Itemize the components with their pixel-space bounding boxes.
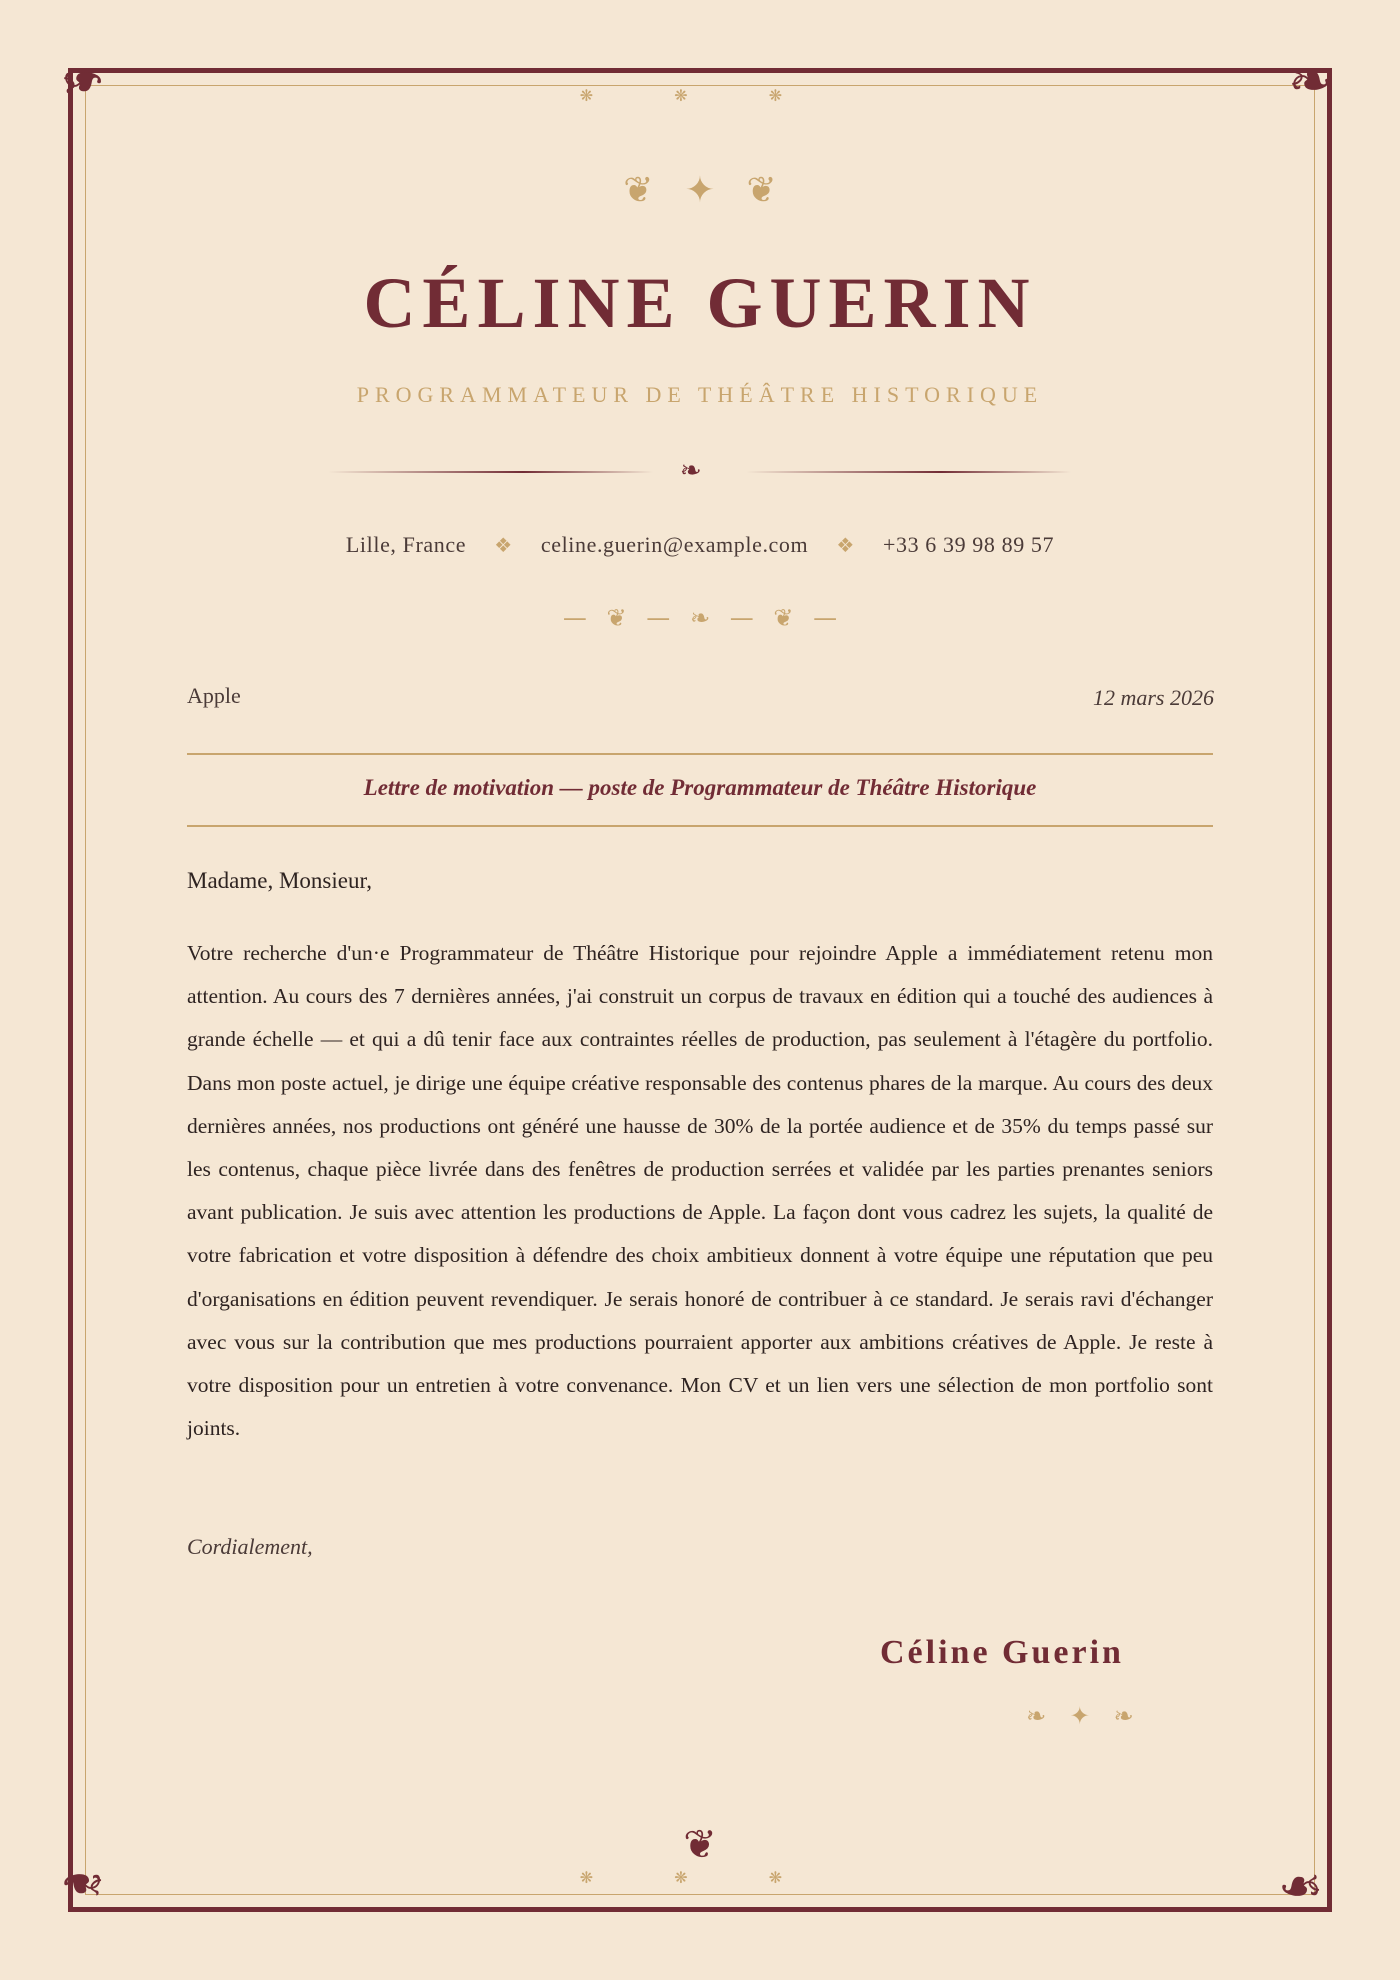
corner-ornament-bottom-right: ❧ [1278, 1855, 1324, 1918]
bottom-asterism-ornament: ❋ ❋ ❋ [579, 1868, 821, 1887]
dash-glyph: — [729, 604, 754, 632]
star-icon: ✦ [684, 170, 716, 211]
letter-date: 12 mars 2026 [1092, 685, 1214, 710]
leaf-icon: ❧ [1026, 1702, 1047, 1730]
divider-line-right [746, 471, 1071, 473]
contact-phone[interactable]: +33 6 39 98 89 57 [882, 532, 1055, 557]
floral-heart-icon: ❦ [606, 604, 627, 632]
applicant-name: CÉLINE GUERIN [363, 263, 1037, 343]
signature: Céline Guerin [880, 1634, 1124, 1671]
salutation: Madame, Monsieur, [187, 868, 372, 893]
contact-location: Lille, France [345, 532, 467, 557]
diamond-separator-icon: ❖ [836, 533, 855, 557]
leaf-icon: ❧ [1113, 1702, 1134, 1730]
closing: Cordialement, [187, 1534, 313, 1559]
letter-subject: Lettre de motivation — poste de Programmateur de Théâtre Historique [363, 775, 1037, 800]
floral-heart-icon: ❦ [623, 170, 654, 211]
signature-ornament [1018, 1702, 1142, 1730]
leaf-icon: ❧ [680, 456, 702, 486]
floral-heart-icon: ❦ [746, 170, 777, 211]
recipient: Apple [187, 683, 241, 708]
diamond-separator-icon: ❖ [494, 533, 513, 557]
dash-glyph: — [562, 604, 587, 632]
contact-line [0, 532, 1400, 558]
header-divider [0, 456, 1400, 486]
floral-heart-icon: ❦ [773, 604, 794, 632]
floral-heart-icon: ❦ [683, 1822, 717, 1868]
corner-ornament-top-right: ❧ [1288, 49, 1334, 112]
applicant-role: PROGRAMMATEUR DE THÉÂTRE HISTORIQUE [356, 382, 1044, 407]
subject-rule-bottom [187, 825, 1213, 827]
subject-rule-top [187, 753, 1213, 755]
star-icon: ✦ [1069, 1702, 1090, 1730]
dash-glyph: — [646, 604, 671, 632]
corner-ornament-bottom-left: ❧ [60, 1852, 106, 1915]
dash-glyph: — [813, 604, 838, 632]
section-ornament [0, 604, 1400, 632]
leaf-icon: ❧ [689, 604, 711, 632]
top-asterism-ornament: ❋ ❋ ❋ [579, 86, 821, 105]
contact-email[interactable]: celine.guerin@example.com [540, 532, 809, 557]
header-ornament [0, 170, 1400, 211]
divider-line-left [328, 471, 653, 473]
corner-ornament-top-left: ❧ [60, 50, 106, 113]
letter-body: Votre recherche d'un·e Programmateur de Théâtre Historique pour rejoindre Apple a immédiatement retenu mon attention. Au cours des 7 dernières années, j'ai construit un corpus de travaux en édition qui a touché des audiences à grande échelle — et qui a dû tenir face aux contraintes réelles de production, pas seulement à l'étagère du portfolio. Dans mon poste actuel, je dirige une équipe créative responsable des contenus phares de la marque. Au cours des deux dernières années, nos productions ont généré une hausse de 30% de la portée audience et de 35% du temps passé sur les contenus, chaque pièce livrée dans des fenêtres de production serrées et validée par les parties prenantes seniors avant publication. Je suis avec attention les productions de Apple. La façon dont vous cadrez les sujets, la qualité de votre fabrication et votre disposition à défendre des choix ambitieux donnent à votre équipe une réputation que peu d'organisations en édition peuvent revendiquer. Je serais honoré de contribuer à ce standard. Je serais ravi d'échanger avec vous sur la contribution que mes productions pourraient apporter aux ambitions créatives de Apple. Je reste à votre disposition pour un entretien à votre convenance. Mon CV et un lien vers une sélection de mon portfolio sont joints. [187, 941, 1213, 1441]
